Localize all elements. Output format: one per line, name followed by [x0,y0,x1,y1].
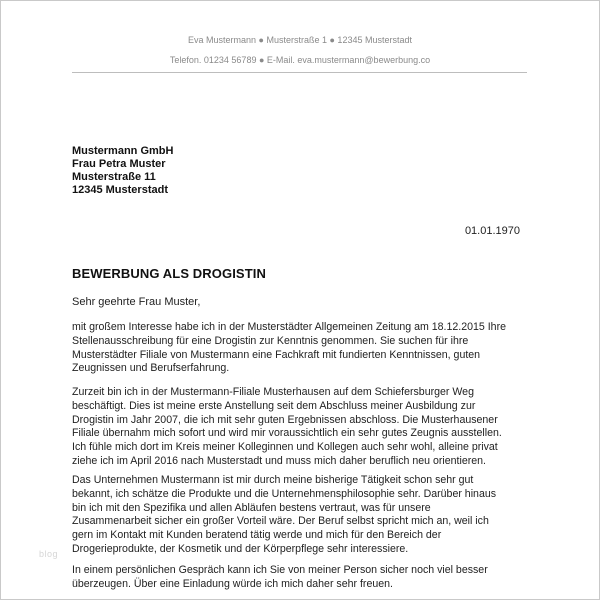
body-paragraph [72,474,534,557]
salutation: Sehr geehrte Frau Muster, [72,296,201,308]
recipient-address [72,145,173,197]
body-line: Ich fühle mich dort im Kreis meiner Kolleginnen und Kollegen auch sehr wohl, alleine privat [72,441,498,454]
recipient-street: Musterstraße 11 [72,171,156,183]
body-line: Zeugnissen und Berufserfahrung. [72,362,230,375]
body-line: ziehe ich im April 2016 nach Musterstadt und muss mich daher beruflich neu orientieren. [72,454,486,467]
recipient-company: Mustermann GmbH [72,145,174,157]
body-line: Drogerieprodukte, der Kosmetik und der Körperpflege sehr interessiere. [72,542,409,555]
body-line: Zusammenarbeit sicher ein großer Vorteil wäre. Der Beruf selbst spricht mich an, weil ich [72,515,489,528]
recipient-person: Frau Petra Muster [72,158,166,170]
recipient-city: 12345 Musterstadt [72,184,168,196]
body-line: mit großem Interesse habe ich in der Musterstädter Allgemeinen Zeitung am 18.12.2015 Ihre [72,321,506,333]
body-line: überzeugen. Über eine Einladung würde ich mich daher sehr freuen. [72,577,393,590]
body-line: Das Unternehmen Mustermann ist mir durch meine bisherige Tätigkeit schon sehr gut [72,474,474,486]
letter-subject: BEWERBUNG ALS DROGISTIN [72,266,266,281]
body-line: Musterstädter Filiale von Mustermann eine Fachkraft mit fundierten Kenntnissen, guten [72,348,481,361]
body-paragraph [72,564,534,592]
letter-date: 01.01.1970 [464,225,520,237]
watermark: blog [39,549,59,559]
body-paragraph [72,321,534,376]
body-line: bekannt, ich schätze die Produkte und die Unternehmensphilosophie sehr. Darüber hinaus [72,487,497,500]
body-paragraph [72,386,534,469]
body-line: bin ich mit den Spezifika und allen Abläufen bestens vertraut, was für unsere [72,501,431,514]
body-line: Stellenausschreibung für eine Drogistin zur Kenntnis genommen. Sie suchen für ihre [72,334,469,347]
body-line: beschäftigt. Dies ist meine erste Anstellung seit dem Abschluss meiner Ausbildung zur [72,399,476,412]
body-line: In einem persönlichen Gespräch kann ich Sie von meiner Person sicher noch viel besser [72,564,488,576]
body-line: Filiale übernahm mich sofort und wird mir voraussichtlich ein sehr gutes Zeugnis ausstellen. [72,427,502,440]
body-line: Drogistin im Jahr 2007, die ich mit sehr guten Ergebnissen abschloss. Die Musterhausener [72,413,498,426]
body-line: Zurzeit bin ich in der Mustermann-Filiale Musterhausen auf dem Schiefersburger Weg [72,386,474,398]
sender-contact-line: Eva Mustermann ● Musterstraße 1 ● 12345 Musterstadt [188,35,412,45]
body-line: gern im Kontakt mit Kunden beratend tätig werde und mich für den Bereich der [72,529,442,542]
sender-phone-email-line: Telefon. 01234 56789 ● E-Mail. eva.mustermann@bewerbung.co [169,55,431,65]
header-divider [72,72,527,73]
